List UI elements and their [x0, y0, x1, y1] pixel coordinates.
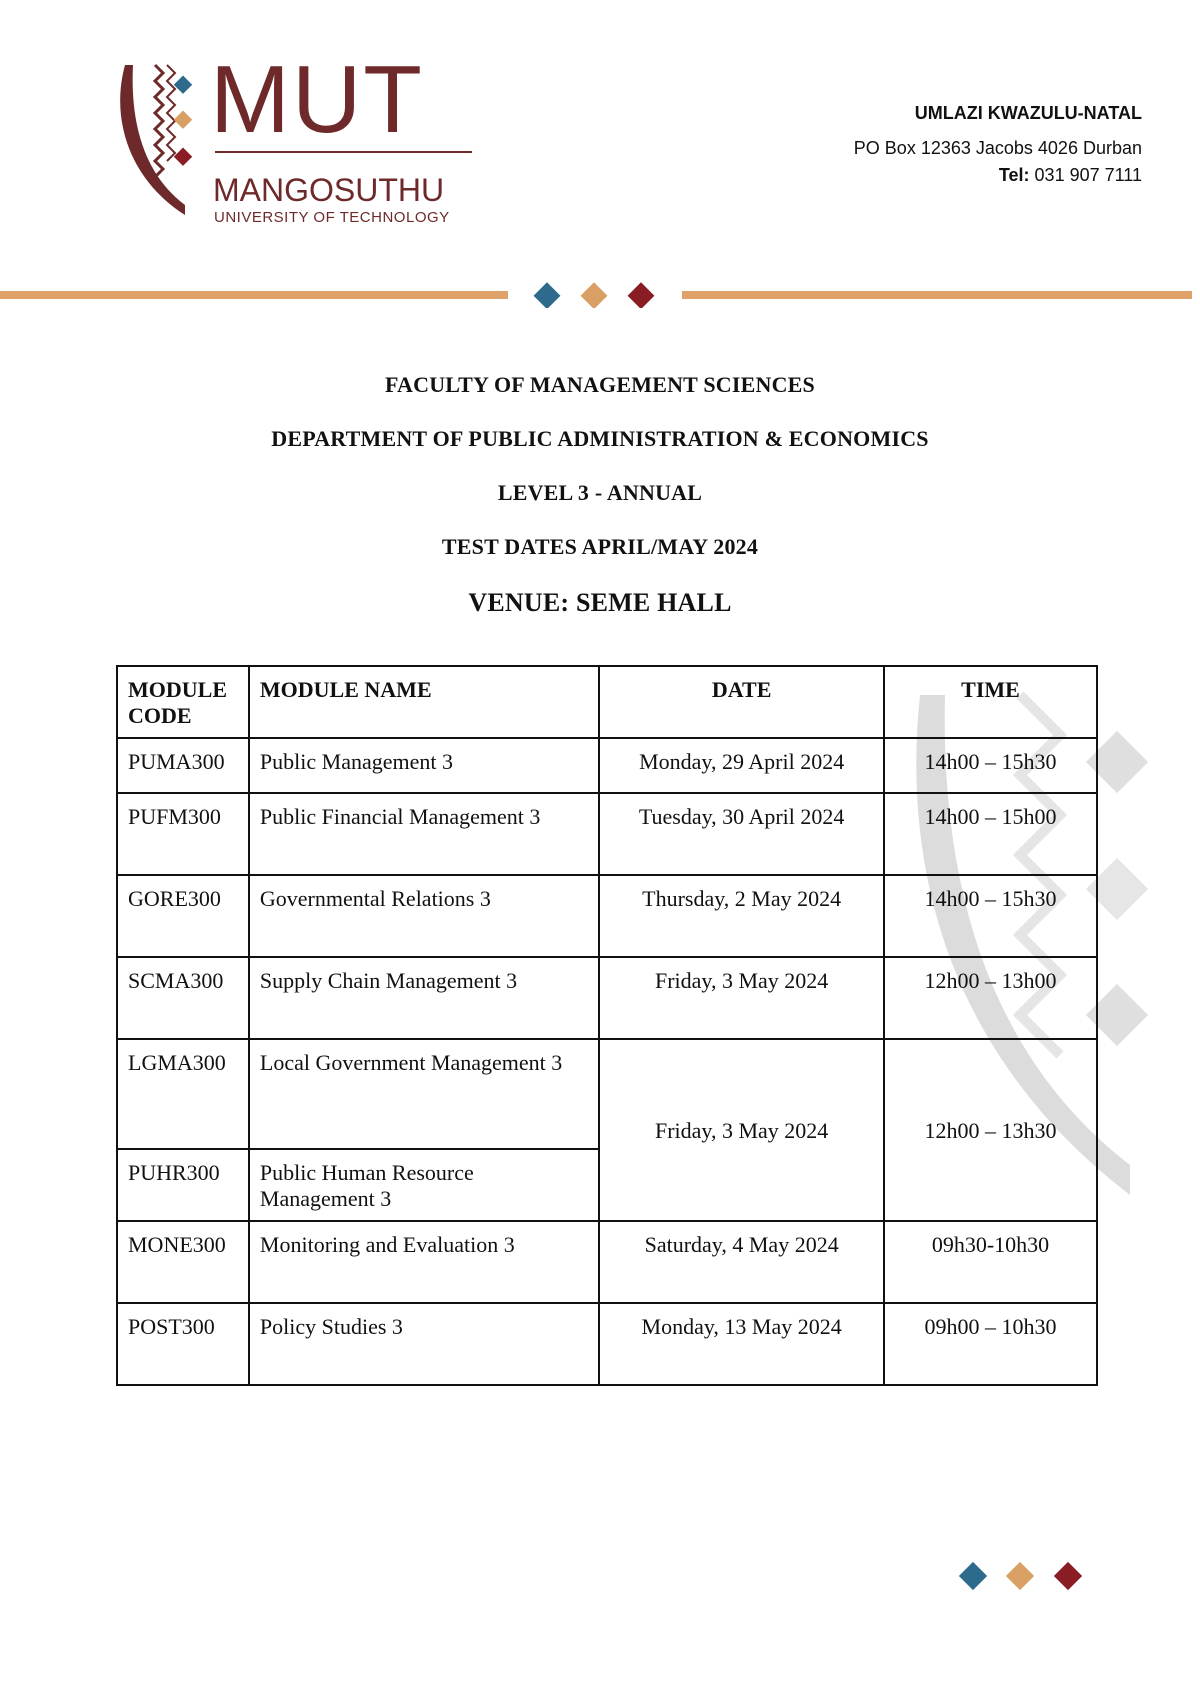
date-cell: Monday, 13 May 2024	[599, 1303, 884, 1385]
time-cell: 12h00 – 13h30	[884, 1039, 1097, 1221]
table-row	[117, 1039, 1097, 1149]
time-cell: 14h00 – 15h00	[884, 793, 1097, 875]
module-code-cell: PUHR300	[117, 1149, 249, 1221]
header-date: DATE	[599, 666, 884, 738]
contact-address	[854, 100, 1142, 189]
module-code-cell: PUMA300	[117, 738, 249, 793]
time-cell: 12h00 – 13h00	[884, 957, 1097, 1039]
module-code-cell: LGMA300	[117, 1039, 249, 1149]
date-cell: Tuesday, 30 April 2024	[599, 793, 884, 875]
tel-number: 031 907 7111	[1029, 165, 1142, 185]
header-module-code: MODULE CODE	[117, 666, 249, 738]
module-name-cell: Public Human Resource Management 3	[249, 1149, 599, 1221]
test-schedule-table	[116, 665, 1098, 1386]
address-region: UMLAZI KWAZULU-NATAL	[914, 103, 1142, 123]
faculty-heading: FACULTY OF MANAGEMENT SCIENCES	[385, 372, 815, 397]
time-cell: 14h00 – 15h30	[884, 875, 1097, 957]
table-row	[117, 957, 1097, 1039]
test-dates-heading: TEST DATES APRIL/MAY 2024	[441, 534, 759, 559]
address-po-box: PO Box 12363 Jacobs 4026 Durban	[853, 138, 1142, 158]
module-code-cell: PUFM300	[117, 793, 249, 875]
table-row	[117, 738, 1097, 793]
level-heading: LEVEL 3 - ANNUAL	[497, 480, 703, 505]
date-cell: Thursday, 2 May 2024	[599, 875, 884, 957]
table-row	[117, 793, 1097, 875]
module-code-cell: GORE300	[117, 875, 249, 957]
module-name-cell: Policy Studies 3	[249, 1303, 599, 1385]
footer-diamonds	[950, 1556, 1090, 1596]
table-row	[117, 1221, 1097, 1303]
logo-subtitle: UNIVERSITY OF TECHNOLOGY	[214, 209, 450, 226]
logo-name: MANGOSUTHU	[213, 172, 445, 208]
tel-label: Tel:	[998, 165, 1030, 185]
date-cell: Saturday, 4 May 2024	[599, 1221, 884, 1303]
date-cell: Monday, 29 April 2024	[599, 738, 884, 793]
module-code-cell: POST300	[117, 1303, 249, 1385]
module-name-cell: Local Government Management 3	[249, 1039, 599, 1149]
table-header-row	[117, 666, 1097, 738]
date-cell: Friday, 3 May 2024	[599, 1039, 884, 1221]
header-module-name: MODULE NAME	[249, 666, 599, 738]
module-name-cell: Public Management 3	[249, 738, 599, 793]
header-time: TIME	[884, 666, 1097, 738]
module-name-cell: Public Financial Management 3	[249, 793, 599, 875]
venue-heading: VENUE: SEME HALL	[468, 588, 732, 617]
module-name-cell: Supply Chain Management 3	[249, 957, 599, 1039]
module-name-cell: Monitoring and Evaluation 3	[249, 1221, 599, 1303]
module-name-cell: Governmental Relations 3	[249, 875, 599, 957]
department-heading: DEPARTMENT OF PUBLIC ADMINISTRATION & ECONOMICS	[271, 426, 929, 451]
module-code-cell: SCMA300	[117, 957, 249, 1039]
logo-mut: MUT	[210, 46, 424, 153]
time-cell: 09h00 – 10h30	[884, 1303, 1097, 1385]
time-cell: 14h00 – 15h30	[884, 738, 1097, 793]
table-row	[117, 875, 1097, 957]
module-code-cell: MONE300	[117, 1221, 249, 1303]
time-cell: 09h30-10h30	[884, 1221, 1097, 1303]
document-headings	[0, 372, 1200, 642]
table-row	[117, 1303, 1097, 1385]
date-cell: Friday, 3 May 2024	[599, 957, 884, 1039]
address-telephone	[854, 162, 1142, 189]
header-divider	[0, 282, 1200, 308]
